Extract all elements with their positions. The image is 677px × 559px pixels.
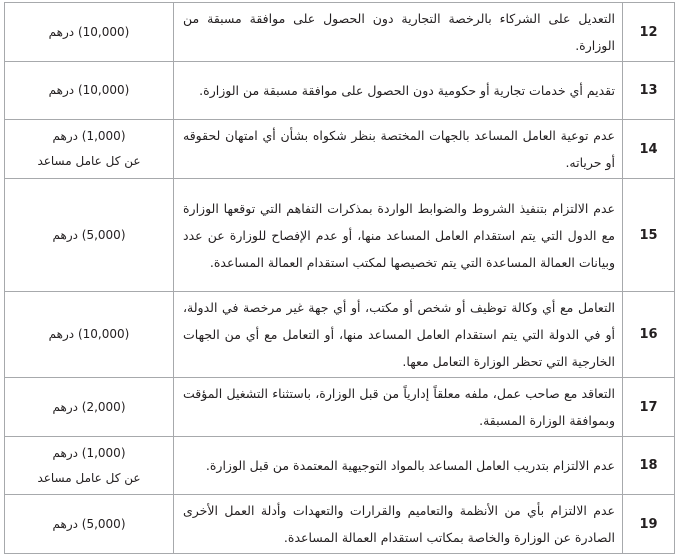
row-number: 13: [623, 62, 675, 120]
row-number: 18: [623, 437, 675, 495]
fine-amount: [5, 62, 174, 120]
fine-value: (1,000) درهم: [52, 445, 126, 460]
fine-unit-note: عن كل عامل مساعد: [37, 154, 141, 168]
violations-table: [4, 2, 675, 554]
fine-value: (10,000) درهم: [48, 24, 130, 39]
fine-amount: [5, 495, 174, 554]
row-number: 14: [623, 120, 675, 179]
fine-value: (1,000) درهم: [52, 129, 126, 143]
fine-amount: [5, 292, 174, 378]
fine-value: (5,000) درهم: [52, 516, 126, 531]
fine-value: (10,000) درهم: [48, 327, 130, 341]
table-row: [5, 179, 675, 292]
violation-description: عدم توعية العامل المساعد بالجهات المختصة بنظر شكواه بشأن أي امتهان لحقوقه أو حرياته.: [174, 120, 623, 179]
fine-amount: [5, 3, 174, 62]
table-row: [5, 437, 675, 495]
violation-description: التعديل على الشركاء بالرخصة التجارية دون الحصول على موافقة مسبقة من الوزارة.: [174, 3, 623, 62]
fine-amount: [5, 437, 174, 495]
fine-value: (10,000) درهم: [48, 83, 130, 97]
violation-description: عدم الالتزام بتدريب العامل المساعد بالمواد التوجيهية المعتمدة من قبل الوزارة.: [174, 437, 623, 495]
violation-description: عدم الالتزام بأي من الأنظمة والتعاميم والقرارات والتعهدات وأدلة العمل الأخرى الصادرة عن الوزارة والخاصة بمكاتب استقدام العمالة المساعدة.: [174, 495, 623, 554]
fine-amount: [5, 179, 174, 292]
row-number: 12: [623, 3, 675, 62]
violation-description: التعاقد مع صاحب عمل، ملفه معلقاً إدارياً من قبل الوزارة، باستثناء التشغيل المؤقت وبموافقة الوزارة المسبقة.: [174, 378, 623, 437]
fine-value: (5,000) درهم: [52, 227, 126, 242]
row-number: 19: [623, 495, 675, 554]
violation-description: التعامل مع أي وكالة توظيف أو شخص أو مكتب، أو أي جهة غير مرخصة في الدولة، أو في الدولة التي يتم استقدام العامل المساعد منها، أو التعامل مع أي من الجهات الخارجية التي تحظر الوزارة التعامل معها.: [174, 292, 623, 378]
table-row: [5, 120, 675, 179]
fine-amount: [5, 378, 174, 437]
table-row: [5, 495, 675, 554]
fine-unit-note: عن كل عامل مساعد: [37, 470, 141, 485]
row-number: 16: [623, 292, 675, 378]
row-number: 15: [623, 179, 675, 292]
fine-amount: [5, 120, 174, 179]
table-row: [5, 292, 675, 378]
table-row: [5, 62, 675, 120]
table-row: [5, 3, 675, 62]
table-row: [5, 378, 675, 437]
row-number: 17: [623, 378, 675, 437]
fine-value: (2,000) درهم: [52, 399, 126, 414]
violation-description: تقديم أي خدمات تجارية أو حكومية دون الحصول على موافقة مسبقة من الوزارة.: [174, 62, 623, 120]
violation-description: عدم الالتزام بتنفيذ الشروط والضوابط الواردة بمذكرات التفاهم التي توقعها الوزارة مع الدول التي يتم استقدام العامل المساعد منها، أو عدم الإفصاح للوزارة عن عدد وبيانات العمالة المساعدة التي يتم تخصيصها لمكتب استقدام العمالة المساعدة.: [174, 179, 623, 292]
